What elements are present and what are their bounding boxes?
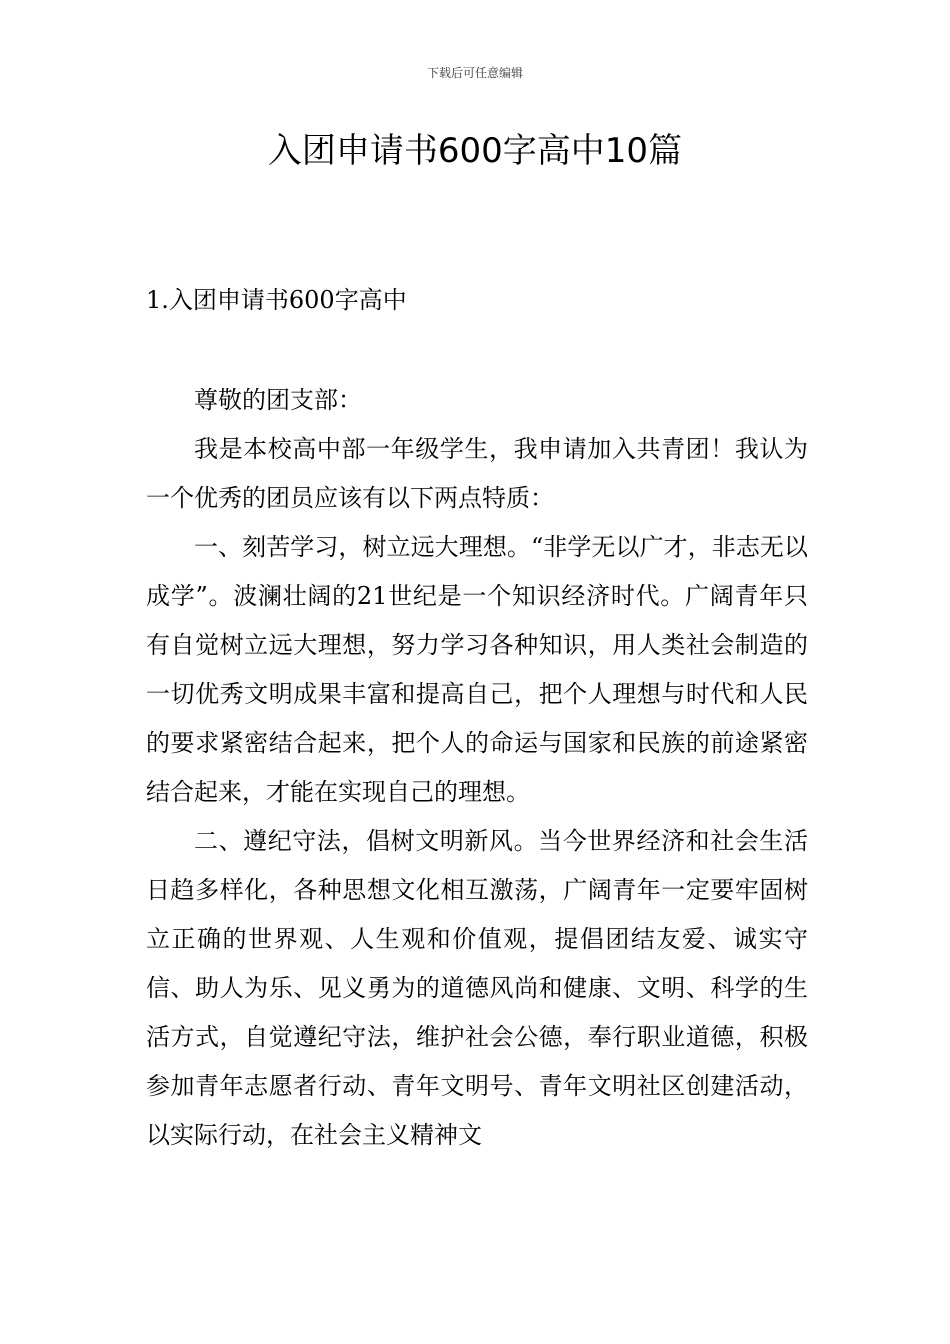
document-title: 入团申请书600字高中10篇 — [267, 131, 683, 171]
header-note: 下载后可任意编辑 — [426, 66, 523, 80]
salutation-paragraph: 尊敬的团支部： — [194, 386, 362, 414]
section-heading: 1.入团申请书600字高中 — [146, 286, 407, 314]
body-paragraph: 一、刻苦学习，树立远大理想。“非学无以广才，非志无以成学”。波澜壮阔的21世纪是一个知识经济时代。广阔青年只有自觉树立远大理想，努力学习各种知识，用人类社会制造的一切优秀文明成果丰富和提高自己，把个人理想与时代和人民的要求紧密结合起来，把个人的命运与国家和民族的前途紧密结合起来，才能在实现自己的理想。 — [146, 533, 808, 806]
body-paragraph: 我是本校高中部一年级学生，我申请加入共青团！我认为一个优秀的团员应该有以下两点特质： — [146, 435, 808, 512]
document-body — [146, 376, 808, 1160]
body-paragraph: 二、遵纪守法，倡树文明新风。当今世界经济和社会生活日趋多样化，各种思想文化相互激荡，广阔青年一定要牢固树立正确的世界观、人生观和价值观，提倡团结友爱、诚实守信、助人为乐、见义勇为的道德风尚和健康、文明、科学的生活方式，自觉遵纪守法，维护社会公德，奉行职业道德，积极参加青年志愿者行动、青年文明号、青年文明社区创建活动，以实际行动，在社会主义精神文 — [146, 827, 808, 1149]
